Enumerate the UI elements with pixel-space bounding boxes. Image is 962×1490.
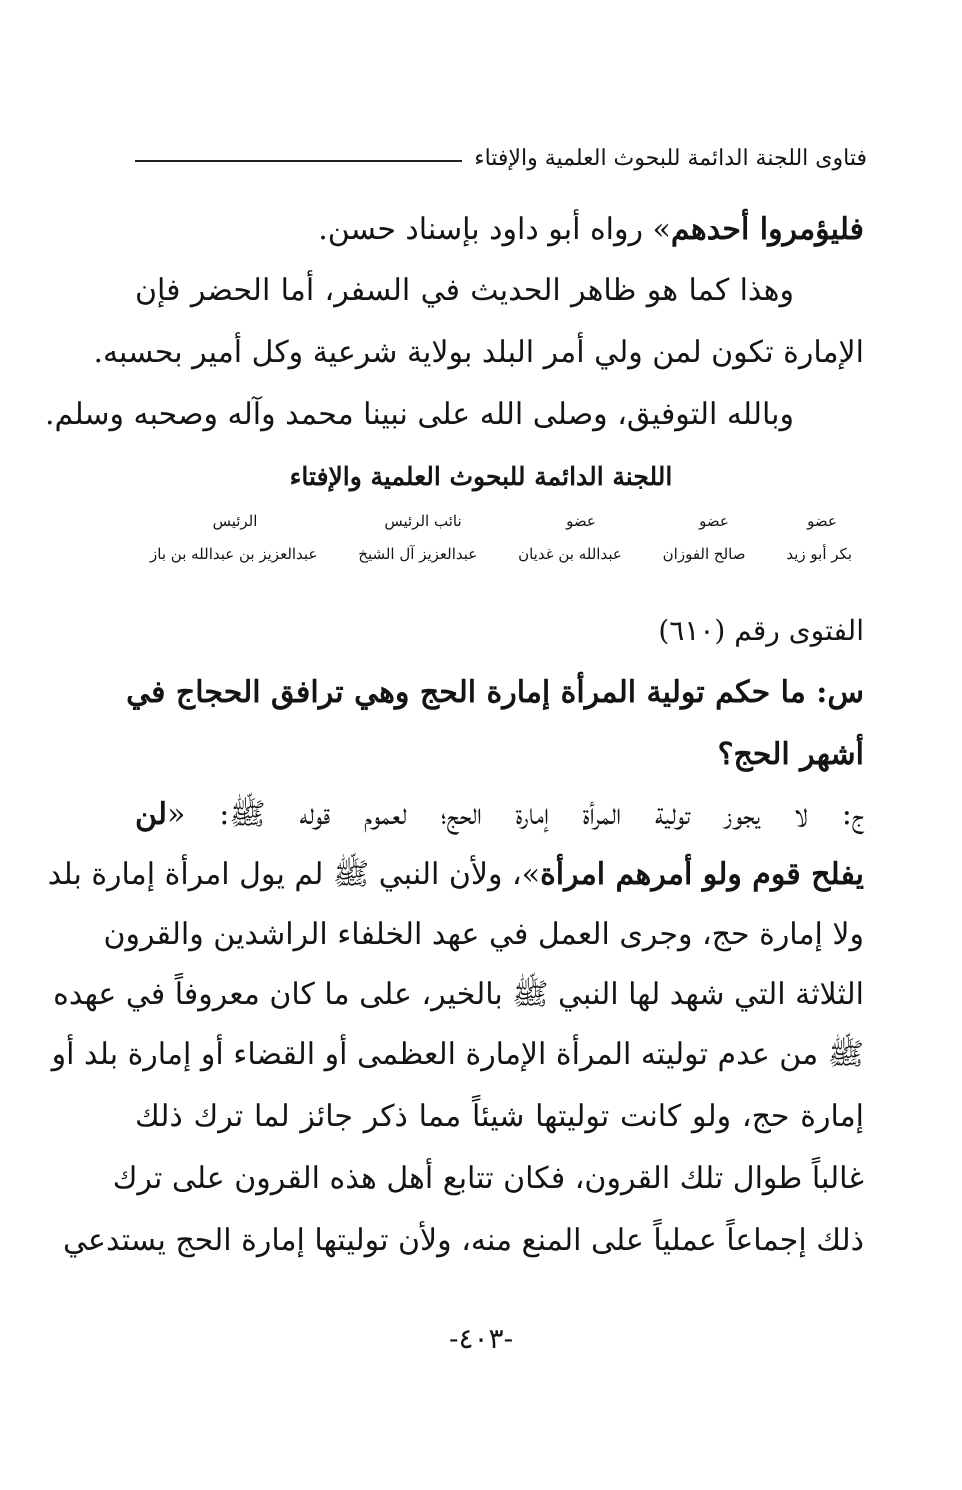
running-title: فتاوى اللجنة الدائمة للبحوث العلمية والإفتاء: [474, 145, 867, 171]
committee-title: اللجنة الدائمة للبحوث العلمية والإفتاء: [289, 462, 673, 491]
answer-line-5: ﷺ من عدم توليته المرأة الإمارة العظمى أو القضاء أو إمارة بلد أو: [51, 1037, 864, 1072]
role-member-2: عضو: [699, 512, 729, 530]
signatory-roles: [150, 512, 852, 530]
answer-line-8: ذلك إجماعاً عملياً على المنع منه، ولأن توليتها إمارة الحج يستدعي: [63, 1223, 864, 1258]
answer-line-1: [135, 797, 864, 832]
intro-line-3: الإمارة تكون لمن ولي أمر البلد بولاية شرعية وكل أمير بحسبه.: [93, 335, 864, 370]
hadith-quote-bold: فليؤمروا أحدهم: [670, 212, 864, 247]
question-line-1: س: ما حكم تولية المرأة إمارة الحج وهي ترافق الحجاج في: [126, 675, 864, 710]
answer-line-2: [47, 857, 864, 892]
role-member-3: عضو: [566, 512, 596, 530]
role-member-1: عضو: [807, 512, 837, 530]
header-rule: [135, 160, 462, 162]
hadith-bold: يفلح قوم ولو أمرهم امرأة: [540, 857, 864, 892]
question-line-2: أشهر الحج؟: [717, 737, 864, 772]
intro-line-1: [135, 212, 864, 247]
signatory-name: عبدالعزيز آل الشيخ: [358, 545, 478, 563]
answer-line-6: إمارة حج، ولو كانت توليتها شيئاً مما ذكر جائز لما ترك ذلك: [135, 1099, 864, 1134]
signatory-name: صالح الفوزان: [662, 545, 746, 563]
fatwa-number: الفتوى رقم (٦١٠): [658, 614, 864, 647]
signatory-name: عبدالعزيز بن عبدالله بن باز: [150, 545, 318, 563]
answer-line-1-text: ج: لا يجوز تولية المرأة إمارة الحج؛ لعموم قوله ﷺ: «: [166, 797, 864, 832]
hadith-start-bold: لن: [135, 797, 167, 832]
running-header: [135, 138, 867, 178]
answer-line-2-rest: »، ولأن النبي ﷺ لم يول امرأة إمارة بلد: [47, 857, 541, 892]
answer-line-7: غالباً طوال تلك القرون، فكان تتابع أهل هذه القرون على ترك: [112, 1161, 864, 1196]
answer-line-3: ولا إمارة حج، وجرى العمل في عهد الخلفاء الراشدين والقرون: [103, 917, 864, 952]
role-vice-chairman: نائب الرئيس: [384, 512, 462, 530]
signatory-names: [150, 545, 852, 563]
signatory-name: بكر أبو زيد: [786, 545, 852, 563]
intro-line-1-rest: » رواه أبو داود بإسناد حسن.: [318, 212, 671, 247]
signatory-name: عبدالله بن غديان: [518, 545, 622, 563]
intro-line-2: وهذا كما هو ظاهر الحديث في السفر، أما الحضر فإن: [135, 273, 794, 308]
closing-line: وبالله التوفيق، وصلى الله على نبينا محمد وآله وصحبه وسلم.: [44, 397, 794, 432]
answer-line-4: الثلاثة التي شهد لها النبي ﷺ بالخير، على ما كان معروفاً في عهده: [53, 977, 864, 1012]
page-number: -٤٠٣-: [448, 1322, 514, 1355]
role-chairman: الرئيس: [212, 512, 258, 530]
